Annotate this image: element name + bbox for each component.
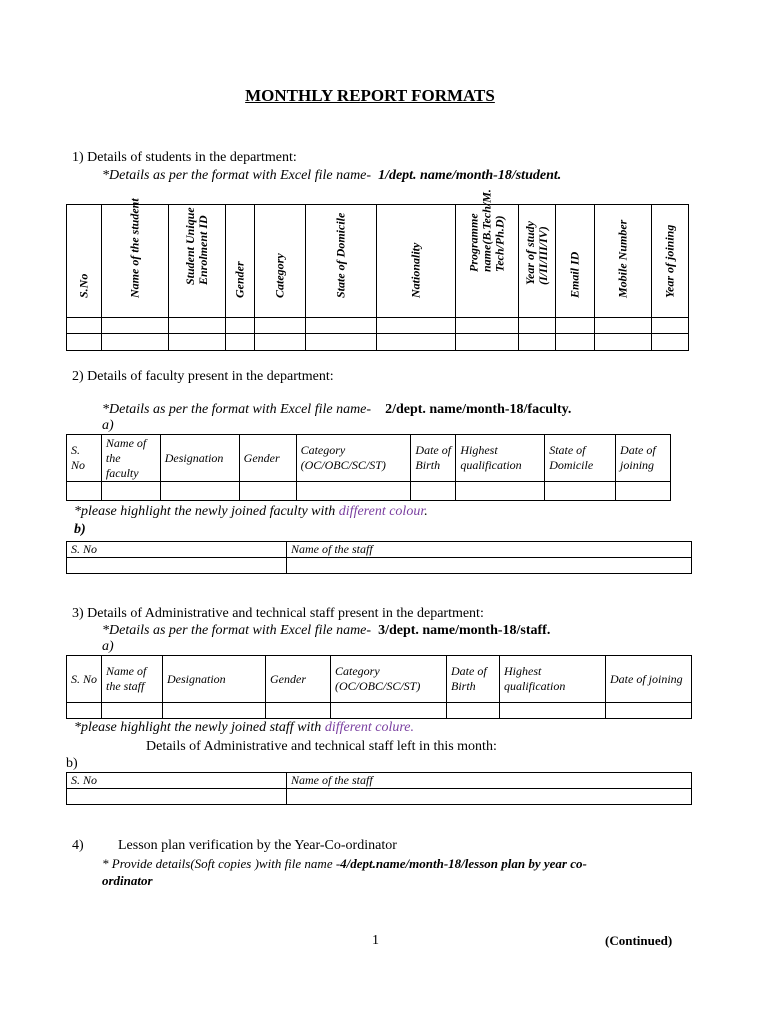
section3-sub-b: b) xyxy=(66,756,78,771)
column-header: Designation xyxy=(163,656,266,703)
column-header: State of Domicile xyxy=(306,205,377,318)
page-number: 1 xyxy=(372,933,379,948)
column-header: Name of the staff xyxy=(102,656,163,703)
column-header: Gender xyxy=(239,435,296,482)
column-header: Name of the staff xyxy=(287,773,692,789)
column-header: Name of the staff xyxy=(287,542,692,558)
column-header: Gender xyxy=(226,205,255,318)
section2-format-note: *Details as per the format with Excel file name- 2/dept. name/month-18/faculty. xyxy=(102,402,572,417)
section2-heading: 2) Details of faculty present in the department: xyxy=(72,369,334,384)
page-title: MONTHLY REPORT FORMATS xyxy=(245,86,495,105)
highlight-colour-text: different colour xyxy=(338,504,425,519)
column-header: Mobile Number xyxy=(595,205,652,318)
column-header: Date of Birth xyxy=(447,656,500,703)
section3-heading: 3) Details of Administrative and technical staff present in the department: xyxy=(72,606,484,621)
section4-file-name: 4/dept.name/month-18/lesson plan by year co- xyxy=(340,856,587,871)
column-header: S. No xyxy=(67,773,287,789)
section2-file-name: 2/dept. name/month-18/faculty. xyxy=(385,402,572,417)
section1-file-name: 1/dept. name/month-18/student. xyxy=(378,168,562,183)
section4-file-name-cont: ordinator xyxy=(102,873,153,888)
section2-sub-b: b) xyxy=(74,522,86,537)
column-header: Category (OC/OBC/SC/ST) xyxy=(296,435,411,482)
column-header: Gender xyxy=(266,656,331,703)
column-header: Designation xyxy=(160,435,239,482)
column-header: State of Domicile xyxy=(545,435,616,482)
section3-highlight-note: *please highlight the newly joined staff with different colure. xyxy=(74,720,414,735)
faculty-table xyxy=(66,434,671,501)
column-header: Category (OC/OBC/SC/ST) xyxy=(331,656,447,703)
column-header: Highest qualification xyxy=(500,656,606,703)
table-row xyxy=(67,318,689,334)
section4-note: * Provide details(Soft copies )with file name -4/dept.name/month-18/lesson plan by year co- xyxy=(102,856,587,871)
section2-highlight-note: *please highlight the newly joined faculty with different colour. xyxy=(74,504,428,519)
continued-label: (Continued) xyxy=(605,933,673,948)
section3-sub-a: a) xyxy=(102,639,114,654)
column-header: Name of the student xyxy=(102,205,169,318)
table-row xyxy=(67,558,692,574)
column-header: Date of joining xyxy=(616,435,671,482)
table-row xyxy=(67,482,671,501)
column-header: Student Unique Enrolment ID xyxy=(169,205,226,318)
students-table xyxy=(66,189,689,351)
column-header: Year of joining xyxy=(652,205,689,318)
column-header: Date of joining xyxy=(606,656,692,703)
section4-number: 4) xyxy=(72,838,84,853)
table-row xyxy=(67,334,689,351)
column-header: Email ID xyxy=(556,205,595,318)
table-header-row xyxy=(67,542,692,558)
section1-heading: 1) Details of students in the department: xyxy=(72,150,297,165)
section3-left-heading: Details of Administrative and technical staff left in this month: xyxy=(146,739,497,754)
students-header-row xyxy=(67,205,689,318)
section2-sub-a: a) xyxy=(102,418,114,433)
table-row xyxy=(67,703,692,719)
faculty-header-row xyxy=(67,435,671,482)
table-header-row xyxy=(67,773,692,789)
highlight-colour-text: different colure. xyxy=(324,720,414,735)
section1-format-note: *Details as per the format with Excel file name- 1/dept. name/month-18/student. xyxy=(102,168,562,183)
column-header: S.No xyxy=(67,205,102,318)
column-header: Programme name(B.Tech/M. Tech/Ph.D) xyxy=(456,205,519,318)
staff-header-row xyxy=(67,656,692,703)
section3-format-note: *Details as per the format with Excel file name- 3/dept. name/month-18/staff. xyxy=(102,623,551,638)
column-header: Name of the faculty xyxy=(101,435,160,482)
section3-file-name: 3/dept. name/month-18/staff. xyxy=(378,623,551,638)
staff-table xyxy=(66,655,692,719)
column-header: Date of Birth xyxy=(411,435,456,482)
column-header: S. No xyxy=(67,542,287,558)
column-header: Category xyxy=(255,205,306,318)
table-row xyxy=(67,789,692,805)
column-header: Nationality xyxy=(377,205,456,318)
column-header: S. No xyxy=(67,656,102,703)
column-header: S. No xyxy=(67,435,102,482)
section4-heading: Lesson plan verification by the Year-Co-ordinator xyxy=(118,838,397,853)
faculty-left-table xyxy=(66,541,692,574)
column-header: Year of study (I/II/III/IV) xyxy=(519,205,556,318)
staff-left-table xyxy=(66,772,692,805)
column-header: Highest qualification xyxy=(456,435,545,482)
